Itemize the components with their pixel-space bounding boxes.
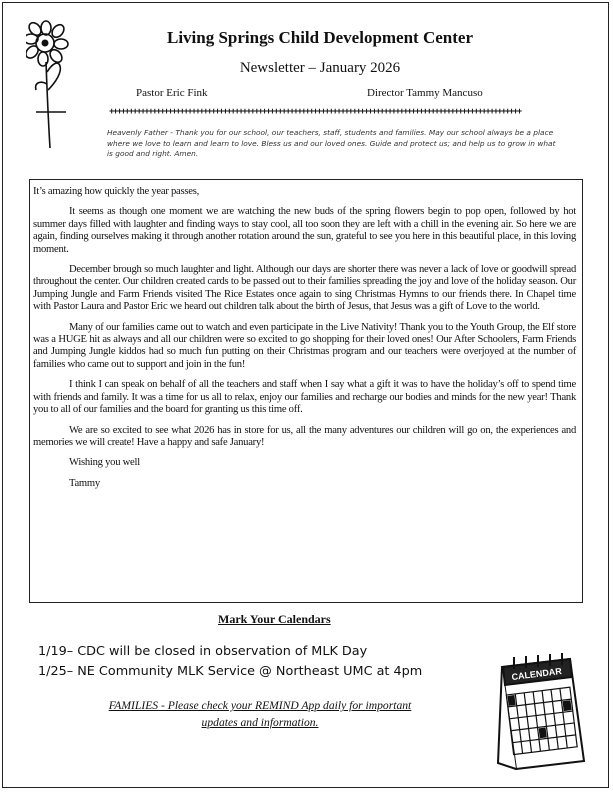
remind-notice — [80, 697, 440, 731]
letter-signature: Tammy — [69, 477, 100, 489]
letter-paragraph: It seems as though one moment we are watching the new buds of the spring flowers begin to pop open, followed by hot summer days filled with laughter and finding ways to stay cool, all too soon they are left with a chill in the evening air. So here we are again, finding ourselves making it through another rotation around the sun, grateful to see you here in this beautiful place, in this loving moment. — [33, 206, 576, 255]
letter-paragraph: December brough so much laughter and light. Although our days are shorter there was never a lack of love or goodwill spread throughout the center. Our children created cards to be passed out to their families spreading the joy and love of the holiday season. Our Jumping Jungle and Farm Friends visited The Rice Estates once again to sing Christmas Hymns to our friends there. In Chapel time with Pastor Laura and Pastor Eric we heard out children talk about the birth of Jesus, that Jesus was a gift of Love to the world. — [33, 264, 576, 313]
letter-paragraph: Many of our families came out to watch and even participate in the Live Nativity! Thank you to the Youth Group, the Elf store was a HUGE hit as always and all our children were so excited to go shopping for their loved ones! Our After Schoolers, Farm Friends and Jumping Jungle kiddos had so much fun putting on their Christmas program and our teachers were overjoyed at the number of families who came out to support and join in the fun! — [33, 321, 576, 370]
director-name: Director Tammy Mancuso — [367, 87, 483, 99]
calendar-event: 1/19– CDC will be closed in observation of MLK Day — [38, 644, 368, 659]
remind-notice-line: updates and information. — [201, 716, 319, 729]
letter-paragraph: I think I can speak on behalf of all the teachers and staff when I say what a gift it was to have the holiday’s off to spend time with friends and family. It was a time for us all to relax, enjoy our families and recharge our bodies and minds for the new year! Thank you to all of our families and the board for granting us this time off. — [33, 379, 576, 416]
letter-box — [29, 179, 583, 603]
newsletter-subtitle: Newsletter – January 2026 — [239, 60, 401, 76]
calendar-art-label: CALENDAR — [510, 665, 563, 683]
letter-paragraph: We are so excited to see what 2026 has in store for us, all the many adventures our children will go on, the experiences and memories we will create! Have a happy and safe January! — [33, 424, 576, 448]
letter-closing: Wishing you well — [69, 457, 140, 469]
prayer-text: Heavenly Father - Thank you for our school, our teachers, staff, students and families. May our school always be a place where we love to learn and learn to love. Bless us and our loved ones. Guide and protect us; and help us to grow in what is good and right. Amen. — [107, 128, 556, 158]
remind-notice-line: FAMILIES - Please check your REMIND App daily for important — [108, 699, 412, 712]
plus-divider: +++++++++++++++++++++++++++++++++++++++++++++++++++++++++++++++++++++++++++++++++++++++++++++++++++++++++ — [109, 108, 521, 117]
calendar-event: 1/25– NE Community MLK Service @ Northeast UMC at 4pm — [38, 664, 423, 679]
sunflower-cross-logo — [26, 20, 84, 155]
desk-calendar-icon — [496, 653, 588, 771]
calendar-heading: Mark Your Calendars — [218, 612, 331, 626]
letter-greeting: It’s amazing how quickly the year passes, — [33, 186, 199, 197]
pastor-name: Pastor Eric Fink — [136, 87, 208, 99]
center-title: Living Springs Child Development Center — [166, 28, 474, 47]
